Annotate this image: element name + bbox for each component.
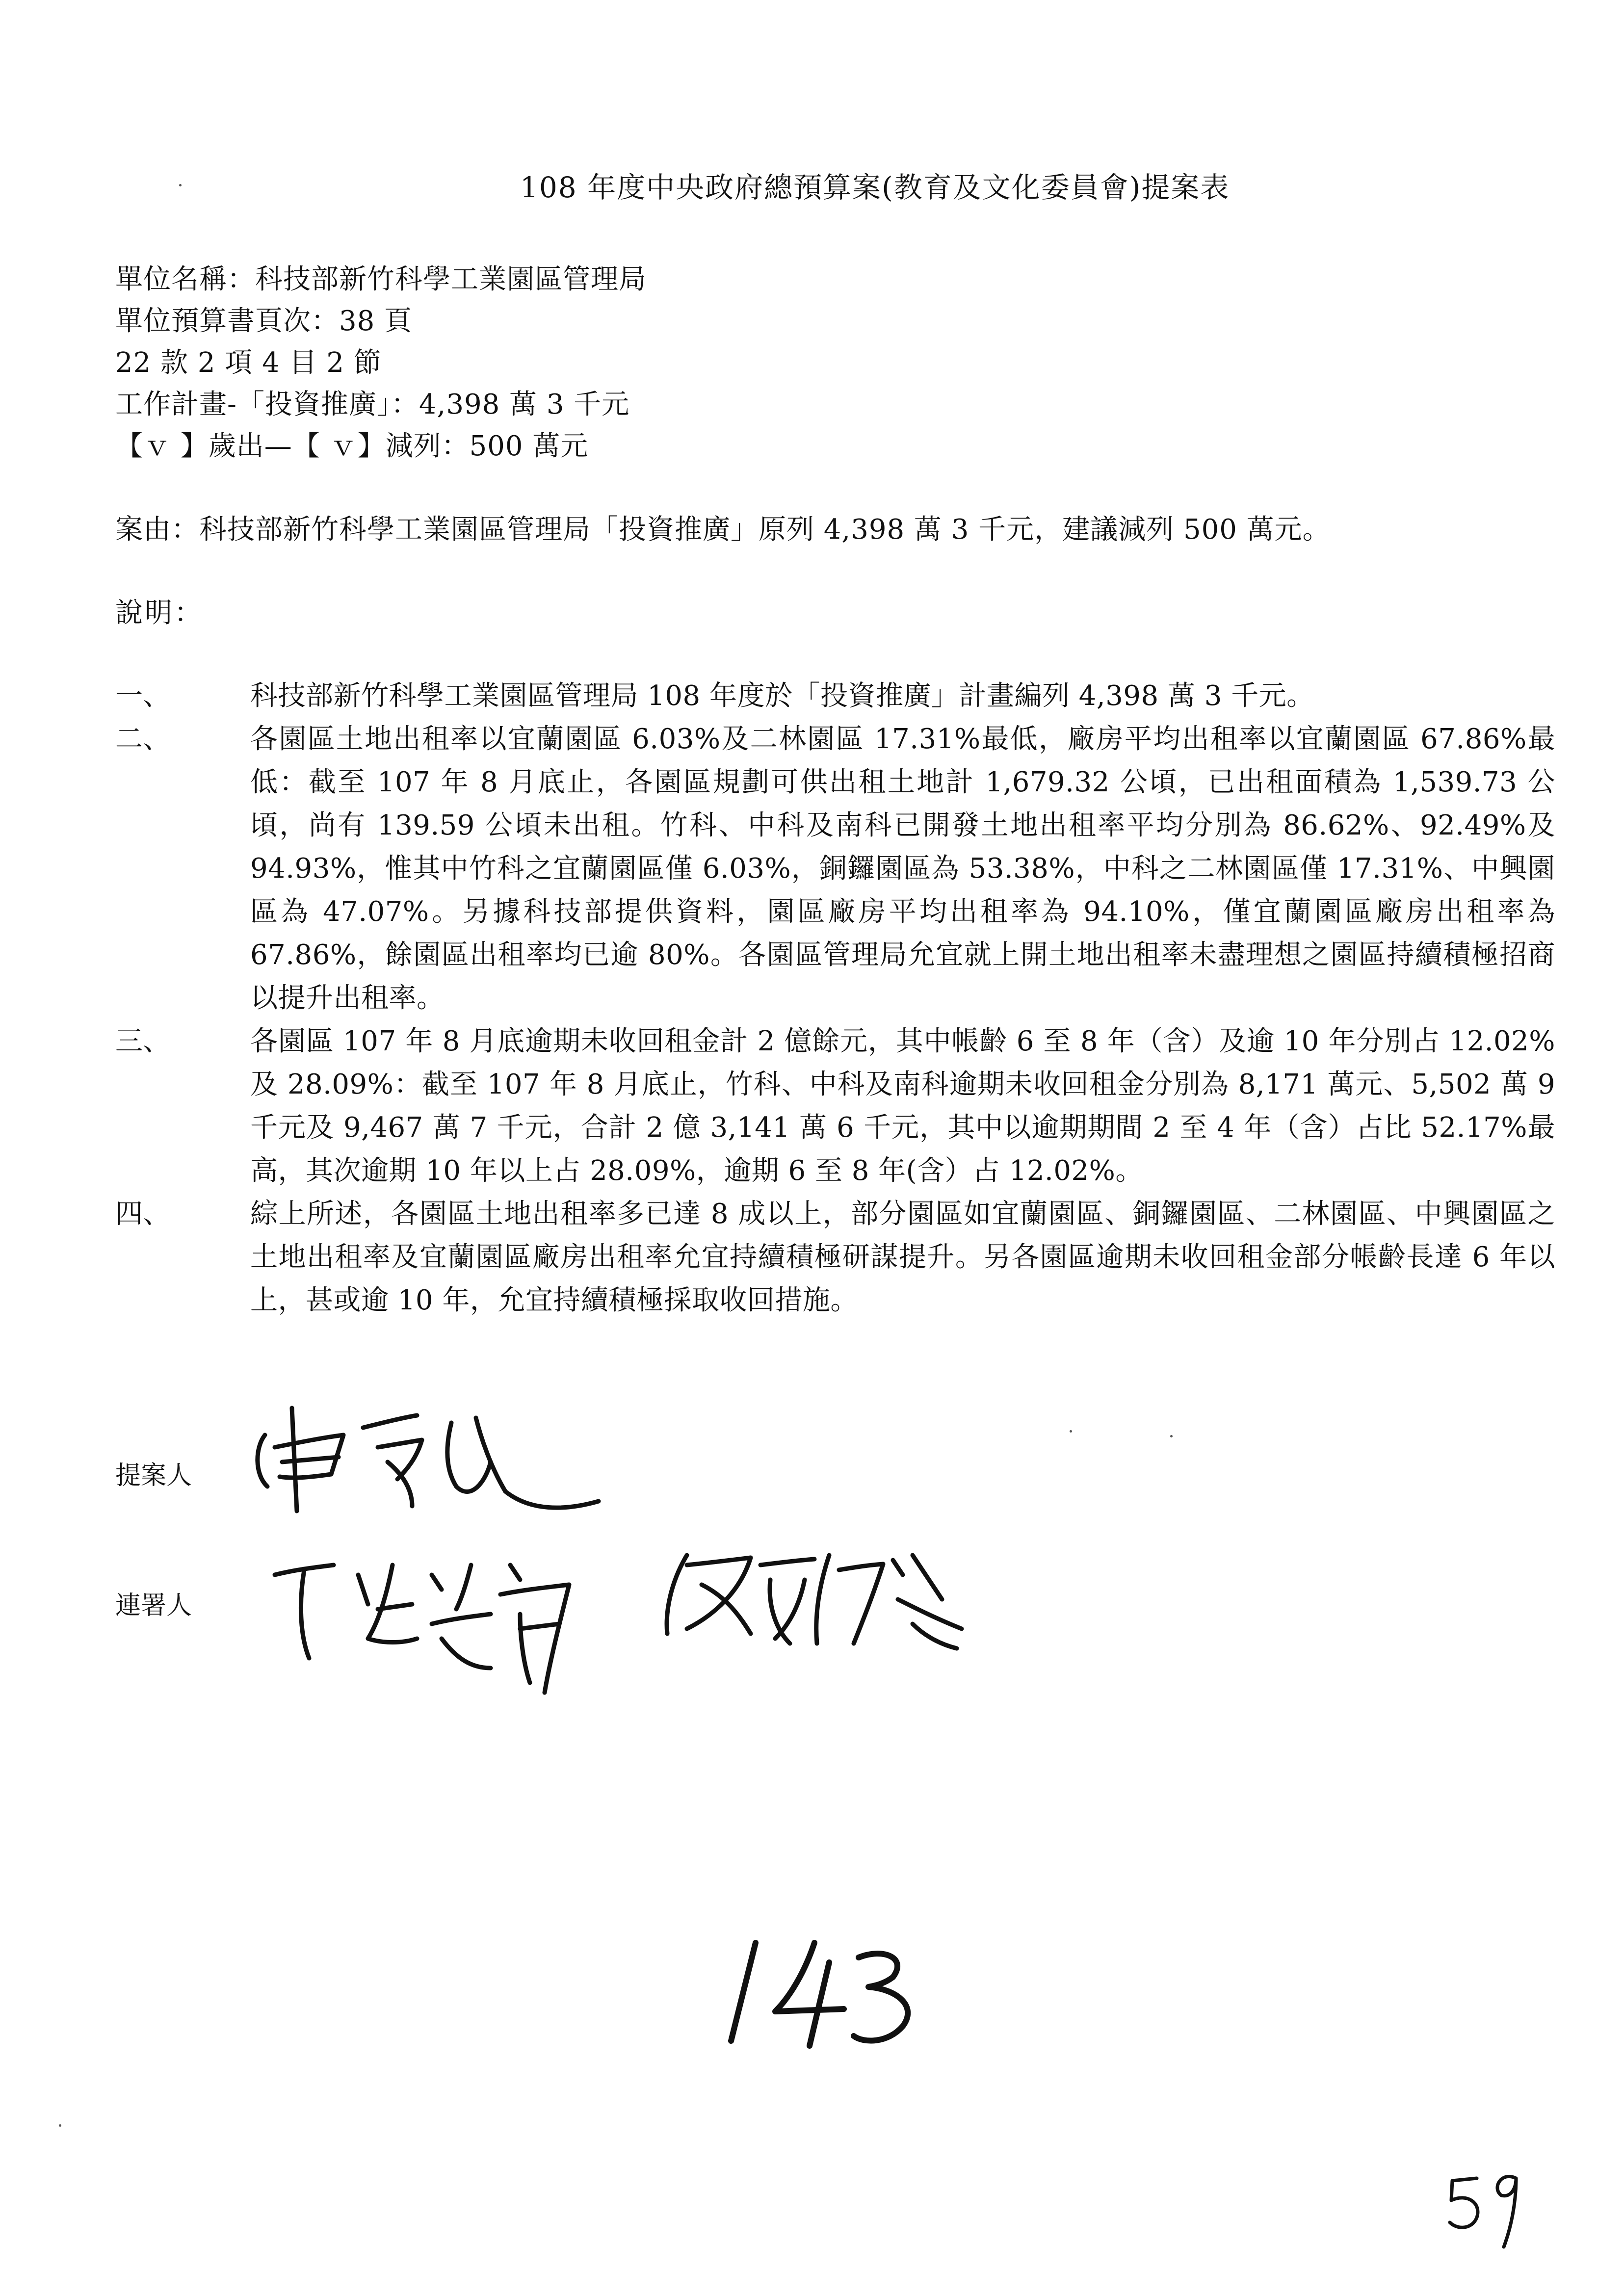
scan-speck bbox=[179, 184, 182, 186]
item-text: 綜上所述，各園區土地出租率多已達 8 成以上，部分園區如宜蘭園區、銅鑼園區、二林園區、中興園區之土地出租率及宜蘭園區廠房出租率允宜持續積極研謀提升。另各園區逾期未收回租金部分帳齡長達 6 年以上，甚或逾 10 年，允宜持續積極採取收回措施。 bbox=[250, 1198, 1555, 1316]
item-number: 三、 bbox=[115, 1025, 170, 1057]
item-number: 二、 bbox=[115, 723, 170, 755]
proposer-signature bbox=[245, 1388, 618, 1526]
item-text: 各園區土地出租率以宜蘭園區 6.03%及二林園區 17.31%最低，廠房平均出租率以宜蘭園區 67.86%最低：截至 107 年 8 月底止，各園區規劃可供出租土地計 1,679.32 公頃，已出租面積為 1,539.73 公頃，尚有 139.59 公頃未出租。竹科、中科及南科已開發土地出租率平均分別為 86.62%、92.49%及 94.93%，惟其中竹科之宜蘭園區僅 6.03%，銅鑼園區為 53.38%，中科之二林園區僅 17.31%、中興園區為 47.07%。另據科技部提供資料，園區廠房平均出租率為 94.10%，僅宜蘭園區廠房出租率為 67.86%，餘園區出租率均已逾 80%。各園區管理局允宜就上開土地出租率未盡理想之園區持續積極招商以提升出租率。 bbox=[250, 723, 1555, 1014]
budget-action: 【ｖ 】歲出—【 ｖ】減列：500 萬元 bbox=[115, 430, 589, 462]
item-number: 一、 bbox=[115, 680, 170, 712]
cosigner-label: 連署人 bbox=[115, 1591, 192, 1620]
scan-speck bbox=[59, 2124, 61, 2127]
item-number: 四、 bbox=[115, 1198, 170, 1230]
list-item bbox=[115, 718, 1568, 1020]
list-item bbox=[115, 675, 1568, 718]
handwritten-corner-number bbox=[1442, 2159, 1531, 2252]
item-text: 各園區 107 年 8 月底逾期未收回租金計 2 億餘元，其中帳齡 6 至 8 年（含）及逾 10 年分別占 12.02%及 28.09%：截至 107 年 8 月底止，竹科、中科及南科逾期未收回租金分別為 8,171 萬元、5,502 萬 9 千元及 9,467 萬 7 千元，合計 2 億 3,141 萬 6 千元，其中以逾期期間 2 至 4 年（含）占比 52.17%最高，其次逾期 10 年以上占 28.09%，逾期 6 至 8 年(含）占 12.02%。 bbox=[250, 1025, 1555, 1187]
scan-speck bbox=[1070, 1430, 1072, 1433]
item-text: 科技部新竹科學工業園區管理局 108 年度於「投資推廣」計畫編列 4,398 萬 3 千元。 bbox=[250, 680, 1314, 712]
list-item bbox=[115, 1193, 1568, 1322]
explanation-list bbox=[115, 675, 1568, 1322]
cosigner-signature-2 bbox=[657, 1536, 971, 1663]
explanation-label: 說明： bbox=[115, 597, 204, 629]
budget-section: 22 款 2 項 4 目 2 節 bbox=[115, 347, 382, 379]
page-title: 108 年度中央政府總預算案(教育及文化委員會)提案表 bbox=[520, 171, 1230, 204]
work-plan: 工作計畫-「投資推廣」：4,398 萬 3 千元 bbox=[115, 389, 630, 420]
case-reason: 案由：科技部新竹科學工業園區管理局「投資推廣」原列 4,398 萬 3 千元，建議減列 500 萬元。 bbox=[115, 514, 1331, 546]
scan-speck bbox=[1170, 1435, 1173, 1437]
list-item bbox=[115, 1020, 1568, 1193]
handwritten-page-number bbox=[721, 1928, 927, 2056]
unit-name: 單位名稱：科技部新竹科學工業園區管理局 bbox=[115, 263, 647, 295]
cosigner-signature-1 bbox=[265, 1545, 584, 1702]
proposer-label: 提案人 bbox=[115, 1461, 192, 1490]
budget-page: 單位預算書頁次：38 頁 bbox=[115, 305, 413, 337]
